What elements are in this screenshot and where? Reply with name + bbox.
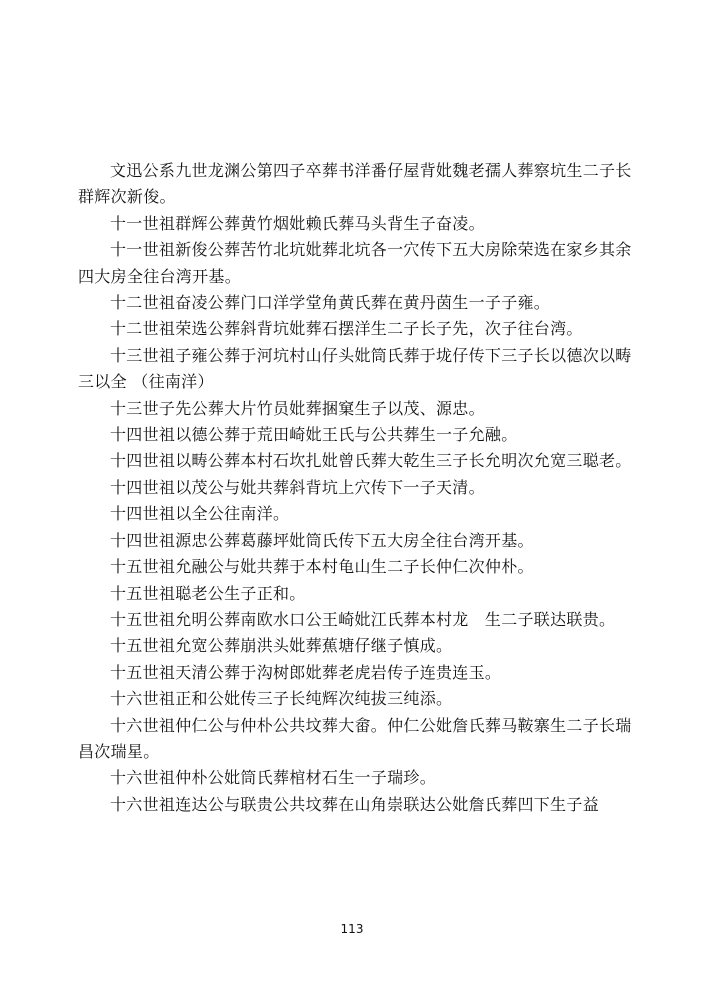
paragraph: 十六世祖仲仁公与仲朴公共坟葬大畲。仲仁公妣詹氏葬马鞍寨生二子长瑞昌次瑞星。: [78, 715, 632, 761]
paragraph: 十一世祖群辉公葬黄竹烟妣赖氏葬马头背生子奋凌。: [110, 213, 485, 233]
paragraph: 十六世祖连达公与联贵公共坟葬在山角崇联达公妣詹氏葬凹下生子益: [110, 794, 600, 814]
paragraph: 十四世祖以德公葬于荒田崎妣王氏与公共葬生一子允融。: [110, 425, 518, 445]
paragraph: 十五世祖聪老公生子正和。: [110, 583, 306, 603]
paragraph: 十二世祖奋凌公葬门口洋学堂角黄氏葬在黄丹茵生一子子雍。: [110, 293, 551, 313]
paragraph: 文迅公系九世龙渊公第四子卒葬书洋番仔屋背妣魏老孺人葬察坑生二子长群辉次新俊。: [78, 161, 632, 207]
paragraph: 十二世祖荣选公葬斜背坑妣葬石摆洋生二子长子先，次子往台湾。: [110, 319, 583, 339]
paragraph: 十四世祖以茂公与妣共葬斜背坑上穴传下一子天清。: [110, 477, 485, 497]
paragraph: 十四世祖以全公往南洋。: [110, 504, 290, 524]
paragraph: 十五世祖允融公与妣共葬于本村龟山生二子长仲仁次仲朴。: [110, 557, 534, 577]
paragraph: 十三世子先公葬大片竹员妣葬捆窠生子以茂、源忠。: [110, 398, 485, 418]
paragraph: 十四世祖源忠公葬葛藤坪妣筒氏传下五大房全往台湾开基。: [110, 530, 534, 550]
paragraph: 十三世祖子雍公葬于河坑村山仔头妣筒氏葬于垅仔传下三子长以德次以畴三以全 （往南洋）: [78, 345, 632, 392]
genealogy-text: [78, 158, 638, 818]
paragraph: 十六世祖仲朴公妣筒氏葬棺材石生一子瑞珍。: [110, 768, 437, 788]
paragraph: 十六世祖正和公妣传三子长纯辉次纯拔三纯添。: [110, 689, 453, 709]
paragraph: 十五世祖天清公葬于沟树郎妣葬老虎岩传子连贵连玉。: [110, 662, 502, 682]
page-number: 113: [340, 922, 364, 936]
paragraph: 十五世祖允宽公葬崩洪头妣葬蕉塘仔继子慎成。: [110, 636, 453, 656]
paragraph: 十五世祖允明公葬南欧水口公王崎妣江氏葬本村龙 生二子联达联贵。: [110, 609, 616, 629]
paragraph: 十四世祖以畴公葬本村石坎扎妣曾氏葬大乾生三子长允明次允宽三聪老。: [110, 451, 632, 471]
paragraph: 十一世祖新俊公葬苦竹北坑妣葬北坑各一穴传下五大房除荣选在家乡其余四大房全往台湾开基。: [78, 240, 632, 286]
